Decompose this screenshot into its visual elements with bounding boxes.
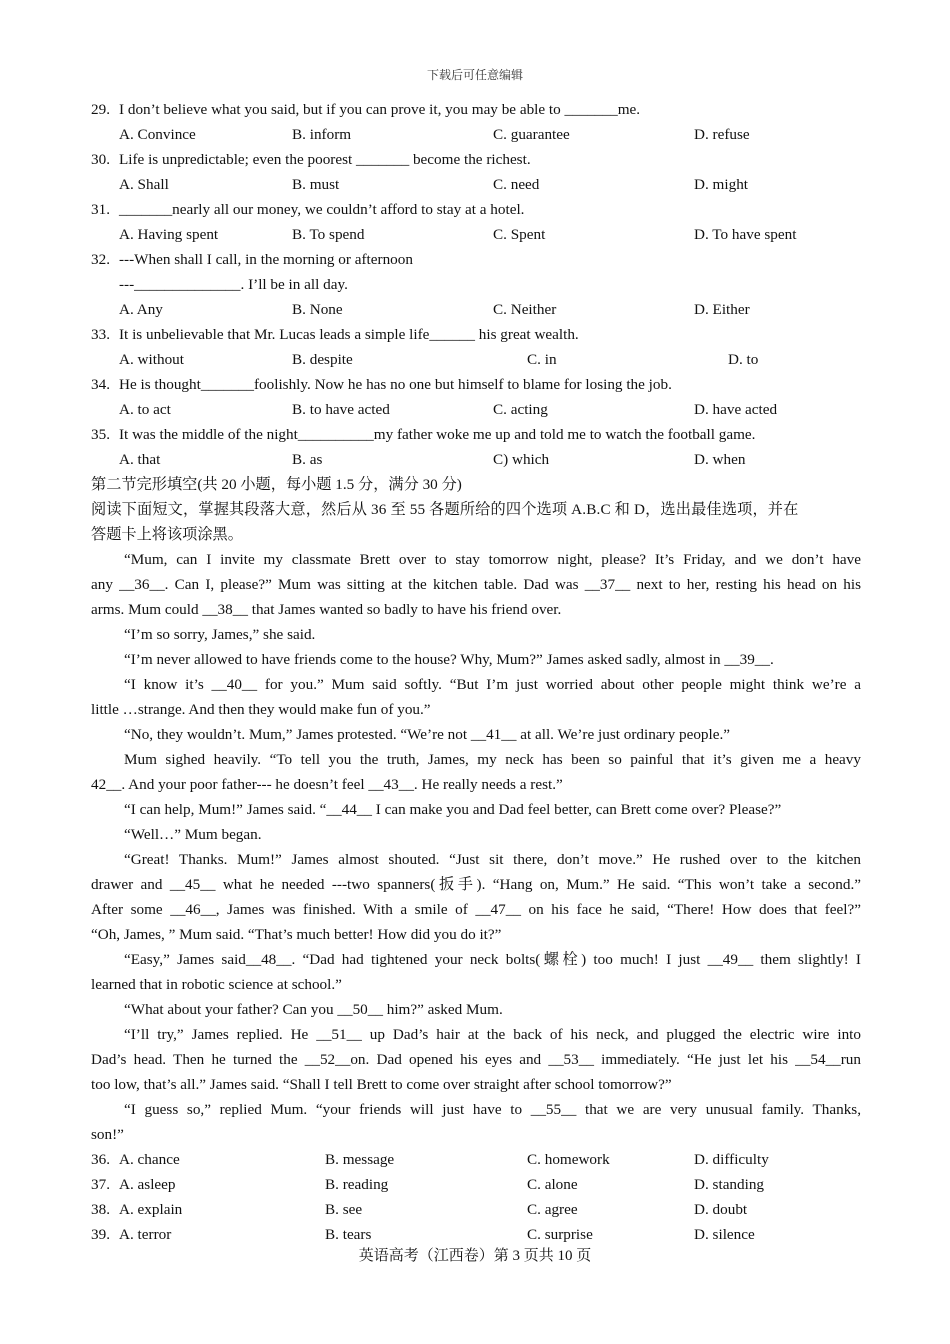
question-stem: [91, 322, 861, 347]
answer-option[interactable]: B. despite: [292, 351, 353, 368]
question-number: 30.: [91, 151, 110, 168]
passage-line: arms. Mum could __38__ that James wanted so badly to have his friend over.: [91, 601, 562, 618]
answer-option[interactable]: D. silence: [694, 1226, 755, 1243]
question-text: It was the middle of the night__________my father woke me up and told me to watch the football game.: [119, 426, 756, 443]
answer-option[interactable]: B. as: [292, 451, 323, 468]
instructions-line: 答题卡上将该项涂黑。: [91, 526, 243, 543]
passage-line: “I’ll try,” James replied. He __51__ up Dad’s hair at the back of his neck, and plugged the electric wire into: [124, 1026, 861, 1043]
answer-option[interactable]: C. guarantee: [493, 126, 570, 143]
answer-option[interactable]: B. None: [292, 301, 343, 318]
answer-option[interactable]: D. when: [694, 451, 746, 468]
question-number: 37.: [91, 1176, 110, 1193]
answer-option[interactable]: D. refuse: [694, 126, 750, 143]
answer-option[interactable]: B. inform: [292, 126, 352, 143]
options-row: [91, 122, 861, 147]
multiple-choice-section: [91, 97, 861, 472]
answer-option[interactable]: A. asleep: [119, 1176, 176, 1193]
options-row: [91, 397, 861, 422]
section2-title: 第二节完形填空(共 20 小题，每小题 1.5 分，满分 30 分): [91, 476, 462, 493]
answer-option[interactable]: C. alone: [527, 1176, 578, 1193]
cloze-passage: [91, 547, 861, 1147]
answer-option[interactable]: C. in: [527, 351, 557, 368]
passage-line: Mum sighed heavily. “To tell you the truth, James, my neck has been so painful that it’s given me a heavy: [124, 751, 861, 768]
question-text: It is unbelievable that Mr. Lucas leads a simple life______ his great wealth.: [119, 326, 579, 343]
question-number: 29.: [91, 101, 110, 118]
answer-option[interactable]: D. to: [728, 351, 759, 368]
passage-line: little …strange. And then they would make fun of you.”: [91, 701, 431, 718]
passage-line: “I guess so,” replied Mum. “your friends will just have to __55__ that we are very unusual family. Thanks,: [124, 1101, 861, 1118]
answer-option[interactable]: A. without: [119, 351, 184, 368]
passage-line: “I’m never allowed to have friends come to the house? Why, Mum?” James asked sadly, almost in __39__.: [124, 651, 774, 668]
question-number: 36.: [91, 1151, 110, 1168]
question-stem-continued: [91, 272, 861, 297]
answer-option[interactable]: A. explain: [119, 1201, 183, 1218]
answer-option[interactable]: B. to have acted: [292, 401, 390, 418]
answer-option[interactable]: A. that: [119, 451, 161, 468]
question-text: I don’t believe what you said, but if you can prove it, you may be able to _______me.: [119, 101, 641, 118]
answer-option[interactable]: C. acting: [493, 401, 548, 418]
answer-option[interactable]: C) which: [493, 451, 550, 468]
question-stem: [91, 197, 861, 222]
options-row: [91, 172, 861, 197]
answer-option[interactable]: A. Convince: [119, 126, 196, 143]
question-number: 35.: [91, 426, 110, 443]
answer-option[interactable]: C. agree: [527, 1201, 578, 1218]
answer-option[interactable]: A. to act: [119, 401, 171, 418]
answer-option[interactable]: C. homework: [527, 1151, 610, 1168]
answer-option[interactable]: D. doubt: [694, 1201, 748, 1218]
passage-line: learned that in robotic science at school.”: [91, 976, 342, 993]
passage-line: “I’m so sorry, James,” she said.: [124, 626, 316, 643]
passage-line: son!”: [91, 1126, 124, 1143]
answer-option[interactable]: B. tears: [325, 1226, 372, 1243]
answer-options-section: [91, 1147, 861, 1247]
answer-option[interactable]: A. terror: [119, 1226, 172, 1243]
instructions-line: 阅读下面短文，掌握其段落大意，然后从 36 至 55 各题所给的四个选项 A.B.C 和 D，选出最佳选项，并在: [91, 501, 799, 518]
passage-line: “No, they wouldn’t. Mum,” James protested. “We’re not __41__ at all. We’re just ordinary people.”: [124, 726, 731, 743]
passage-line: “Oh, James, ” Mum said. “That’s much better! How did you do it?”: [91, 926, 502, 943]
page-content: [91, 97, 861, 1247]
question-number: 32.: [91, 251, 110, 268]
question-text: He is thought_______foolishly. Now he has no one but himself to blame for losing the job.: [119, 376, 672, 393]
passage-line: “Mum, can I invite my classmate Brett over to stay tomorrow night, please? It’s Friday, and we don’t have: [124, 551, 861, 568]
options-row: [91, 347, 861, 372]
answer-option[interactable]: A. chance: [119, 1151, 180, 1168]
answer-option[interactable]: C. surprise: [527, 1226, 593, 1243]
answer-option[interactable]: A. Any: [119, 301, 163, 318]
question-stem: [91, 97, 861, 122]
answer-option[interactable]: D. have acted: [694, 401, 778, 418]
answer-row: [91, 1197, 861, 1222]
options-row: [91, 297, 861, 322]
answer-option[interactable]: D. Either: [694, 301, 750, 318]
options-row: [91, 222, 861, 247]
passage-line: drawer and __45__ what he needed ---two spanners(扳手). “Hang on, Mum.” He said. “This won’t take a second.”: [91, 876, 861, 893]
passage-line: 42__. And your poor father--- he doesn’t feel __43__. He really needs a rest.”: [91, 776, 563, 793]
question-number: 34.: [91, 376, 110, 393]
question-stem: [91, 372, 861, 397]
question-text: _______nearly all our money, we couldn’t afford to stay at a hotel.: [119, 201, 525, 218]
question-text: ---______________. I’ll be in all day.: [119, 276, 348, 293]
options-row: [91, 447, 861, 472]
question-stem: [91, 147, 861, 172]
answer-option[interactable]: D. difficulty: [694, 1151, 769, 1168]
question-stem: [91, 247, 861, 272]
answer-option[interactable]: B. must: [292, 176, 340, 193]
passage-line: “Great! Thanks. Mum!” James almost shouted. “Just sit there, don’t move.” He rushed over to the kitchen: [124, 851, 861, 868]
passage-line: “Well…” Mum began.: [124, 826, 262, 843]
question-number: 31.: [91, 201, 110, 218]
answer-option[interactable]: B. see: [325, 1201, 363, 1218]
question-text: ---When shall I call, in the morning or afternoon: [119, 251, 413, 268]
answer-option[interactable]: C. need: [493, 176, 540, 193]
answer-option[interactable]: C. Neither: [493, 301, 557, 318]
passage-line: After some __46__, James was finished. With a smile of __47__ on his face he said, “There! How does that feel?”: [91, 901, 861, 918]
passage-line: Dad’s head. Then he turned the __52__on. Dad opened his eyes and __53__ immediately. “He just let his __54__run: [91, 1051, 861, 1068]
passage-line: “What about your father? Can you __50__ him?” asked Mum.: [124, 1001, 503, 1018]
passage-line: any __36__. Can I, please?” Mum was sitting at the kitchen table. Dad was __37__ next to her, resting his head on his: [91, 576, 861, 593]
answer-option[interactable]: B. reading: [325, 1176, 389, 1193]
passage-line: too low, that’s all.” James said. “Shall I tell Brett to come over straight after school tomorrow?”: [91, 1076, 672, 1093]
answer-option[interactable]: D. might: [694, 176, 749, 193]
answer-row: [91, 1147, 861, 1172]
question-number: 38.: [91, 1201, 110, 1218]
page-footer: 英语高考（江西卷）第 3 页共 10 页: [358, 1248, 592, 1264]
answer-option[interactable]: A. Having spent: [119, 226, 219, 243]
question-text: Life is unpredictable; even the poorest _______ become the richest.: [119, 151, 531, 168]
answer-option[interactable]: B. To spend: [292, 226, 365, 243]
question-number: 39.: [91, 1226, 110, 1243]
answer-row: [91, 1172, 861, 1197]
passage-line: “Easy,” James said__48__. “Dad had tightened your neck bolts(螺栓) too much! I just __49__ them slightly! I: [124, 951, 861, 968]
answer-option[interactable]: D. To have spent: [694, 226, 797, 243]
answer-option[interactable]: B. message: [325, 1151, 395, 1168]
passage-line: “I can help, Mum!” James said. “__44__ I can make you and Dad feel better, can Brett come over? Please?”: [124, 801, 782, 818]
question-stem: [91, 422, 861, 447]
page-header: 下载后可任意编辑: [426, 68, 523, 82]
answer-option[interactable]: C. Spent: [493, 226, 546, 243]
answer-option[interactable]: D. standing: [694, 1176, 765, 1193]
answer-option[interactable]: A. Shall: [119, 176, 169, 193]
question-number: 33.: [91, 326, 110, 343]
passage-line: “I know it’s __40__ for you.” Mum said softly. “But I’m just worried about other people might think we’re a: [124, 676, 861, 693]
